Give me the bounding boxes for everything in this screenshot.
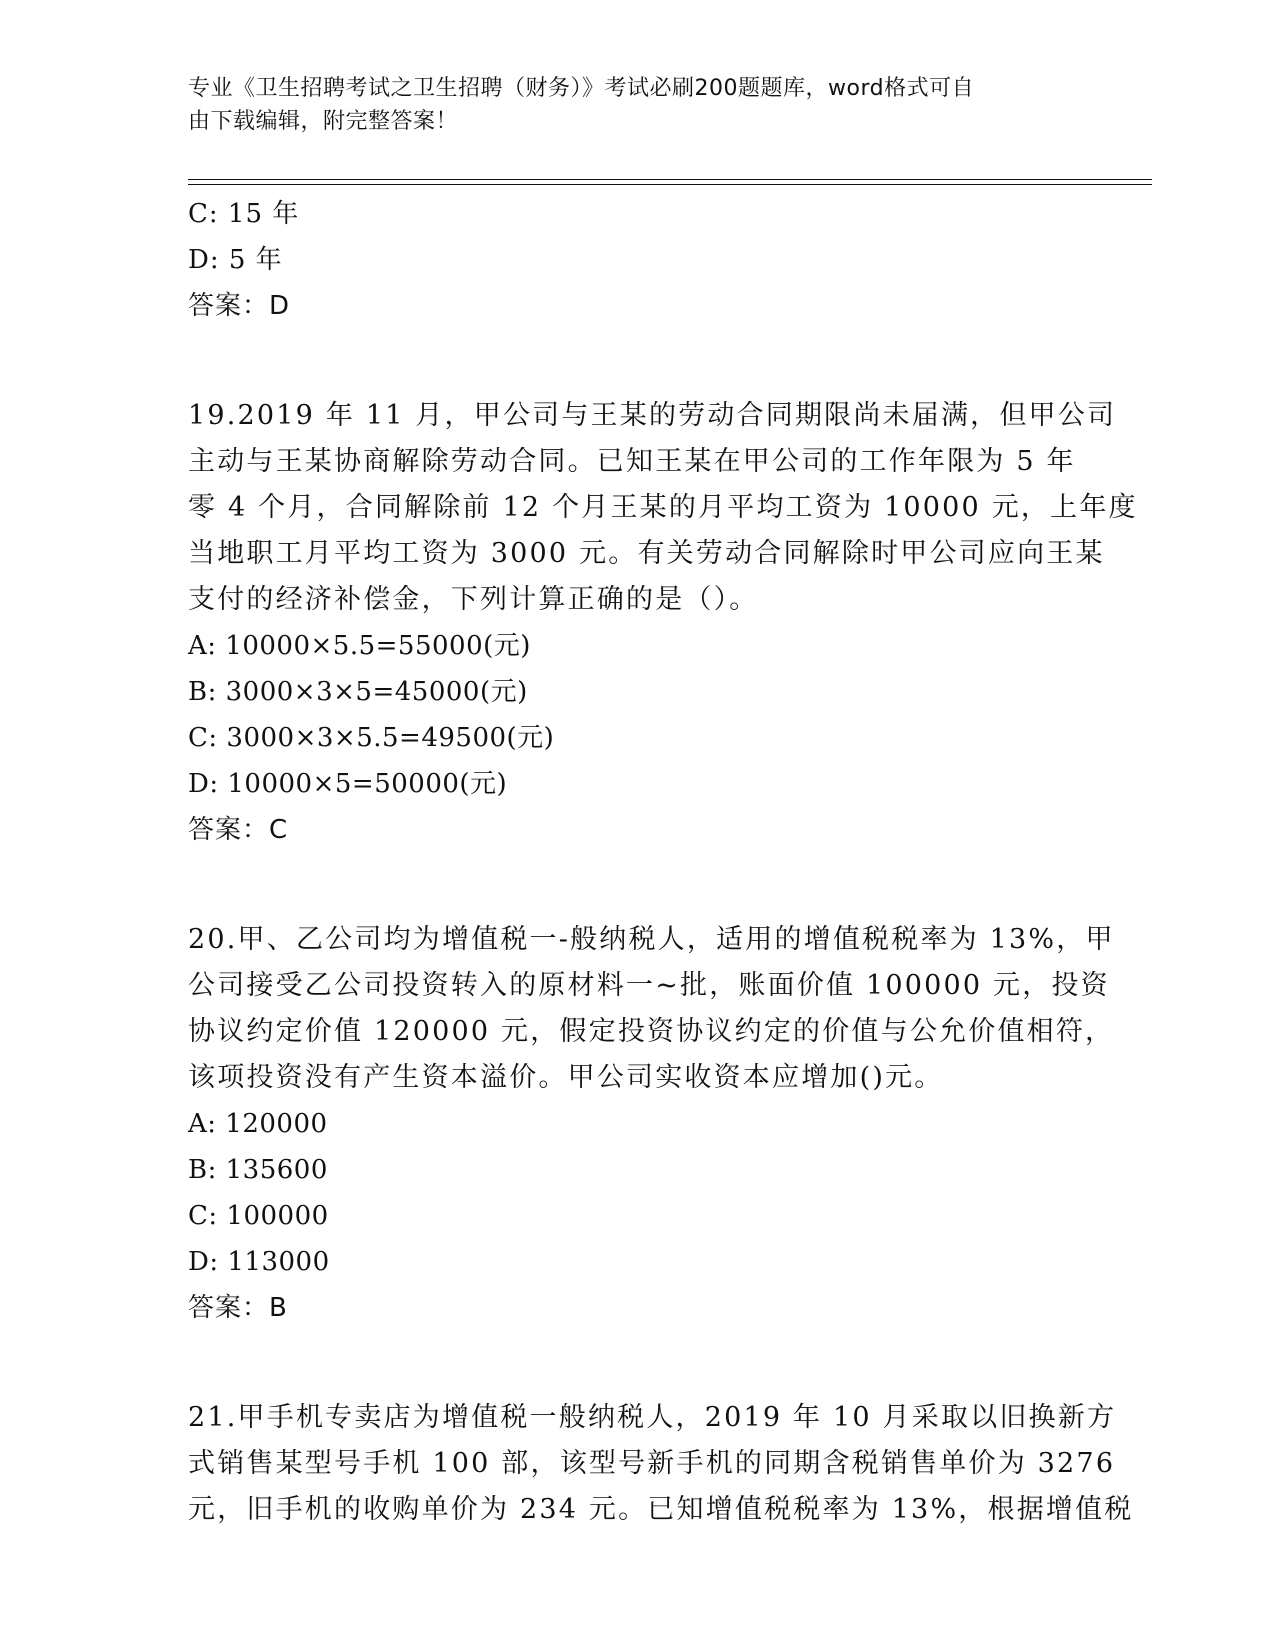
document-body (188, 191, 1138, 1533)
header-divider-bottom (188, 184, 1152, 185)
answer-line: 答案：D (188, 291, 291, 321)
question-text-line: 主动与王某协商解除劳动合同。已知王某在甲公司的工作年限为 5 年 (188, 446, 1076, 477)
answer-line: 答案：C (188, 815, 289, 845)
question-text-line: 当地职工月平均工资为 3000 元。有关劳动合同解除时甲公司应向王某 (188, 538, 1105, 569)
option-b: B: 135600 (188, 1155, 328, 1185)
spacer (188, 1331, 1088, 1395)
option-a: A: 120000 (188, 1109, 328, 1139)
question-text-line: 20.甲、乙公司均为增值税一-般纳税人，适用的增值税税率为 13%，甲 (188, 924, 1115, 955)
question-text-line: 21.甲手机专卖店为增值税一般纳税人，2019 年 10 月采取以旧换新方 (188, 1402, 1117, 1433)
header-line-2: 由下载编辑，附完整答案！ (188, 109, 459, 134)
document-header (188, 72, 1068, 138)
spacer (188, 329, 1088, 393)
question-19 (188, 393, 1138, 853)
question-text-line: 支付的经济补偿金，下列计算正确的是（）。 (188, 584, 759, 615)
option-d: D: 5 年 (188, 245, 283, 275)
option-a: A: 10000×5.5=55000(元) (188, 631, 531, 661)
option-d: D: 10000×5=50000(元) (188, 769, 508, 799)
option-b: B: 3000×3×5=45000(元) (188, 677, 528, 707)
question-text-line: 该项投资没有产生资本溢价。甲公司实收资本应增加()元。 (188, 1062, 944, 1093)
question-text-line: 元，旧手机的收购单价为 234 元。已知增值税税率为 13%，根据增值税 (188, 1494, 1134, 1525)
spacer (188, 853, 1088, 917)
header-line-1: 专业《卫生招聘考试之卫生招聘（财务）》考试必刷200题题库，word格式可自 (188, 76, 975, 101)
previous-question (188, 191, 1088, 329)
option-c: C: 100000 (188, 1201, 329, 1231)
option-c: C: 15 年 (188, 199, 300, 229)
question-21 (188, 1395, 1134, 1533)
question-20 (188, 917, 1115, 1331)
question-text-line: 零 4 个月，合同解除前 12 个月王某的月平均工资为 10000 元，上年度 (188, 492, 1138, 523)
option-d: D: 113000 (188, 1247, 330, 1277)
question-text-line: 公司接受乙公司投资转入的原材料一~批，账面价值 100000 元，投资 (188, 970, 1110, 1001)
question-text-line: 式销售某型号手机 100 部，该型号新手机的同期含税销售单价为 3276 (188, 1448, 1116, 1479)
answer-line: 答案：B (188, 1293, 288, 1323)
header-divider-top (188, 179, 1152, 180)
question-text-line: 协议约定价值 120000 元，假定投资协议约定的价值与公允价值相符， (188, 1016, 1115, 1047)
question-text-line: 19.2019 年 11 月，甲公司与王某的劳动合同期限尚未届满，但甲公司 (188, 400, 1117, 431)
option-c: C: 3000×3×5.5=49500(元) (188, 723, 555, 753)
